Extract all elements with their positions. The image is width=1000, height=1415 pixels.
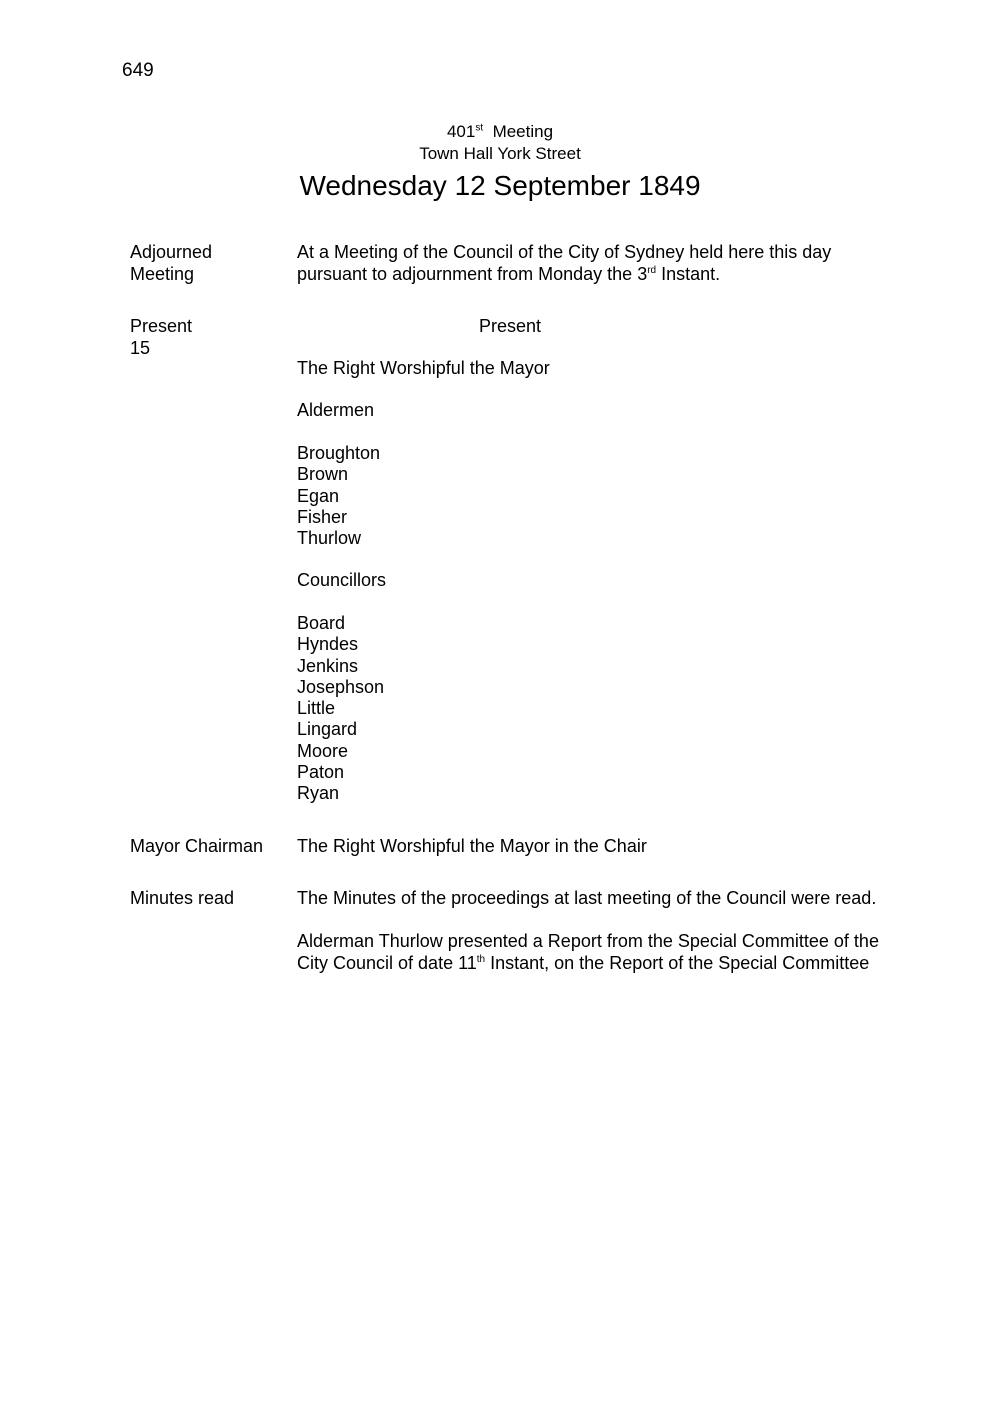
councillor-name: Lingard [297, 719, 358, 740]
text-fragment: City Council of date 11 [297, 952, 477, 973]
margin-note-line: Present [130, 316, 193, 336]
meeting-header [0, 121, 1000, 203]
report-paragraph [297, 931, 917, 974]
aldermen-list [297, 443, 380, 549]
alderman-name: Fisher [297, 506, 348, 527]
councillor-name: Moore [297, 740, 349, 761]
councillor-name: Board [297, 613, 346, 633]
councillors-heading: Councillors [297, 570, 387, 590]
meeting-date-title: Wednesday 12 September 1849 [299, 170, 701, 201]
present-count: 15 [130, 337, 151, 358]
margin-note-line: Meeting [130, 263, 195, 284]
paragraph-line [297, 953, 917, 975]
councillor-name: Josephson [297, 676, 385, 697]
paragraph-line: Alderman Thurlow presented a Report from the Special Committee of the [297, 931, 879, 951]
mayor-line: The Right Worshipful the Mayor [297, 358, 550, 378]
meeting-number-suffix: st [475, 122, 484, 134]
page-number: 649 [122, 60, 154, 81]
margin-note-adjourned [130, 242, 290, 285]
meeting-location: Town Hall York Street [419, 144, 581, 163]
councillor-name: Little [297, 698, 336, 719]
minutes-paragraph: The Minutes of the proceedings at last meeting of the Council were read. [297, 888, 877, 908]
margin-note-minutes: Minutes read [130, 888, 235, 908]
aldermen-heading: Aldermen [297, 400, 375, 420]
alderman-name: Brown [297, 464, 349, 485]
alderman-name: Egan [297, 485, 340, 506]
councillor-name: Hyndes [297, 634, 359, 655]
text-fragment: Instant. [656, 263, 721, 284]
ordinal-suffix: th [476, 953, 486, 965]
present-heading: Present [478, 316, 542, 336]
text-fragment: pursuant to adjournment from Monday the 3 [297, 263, 648, 284]
paragraph-line [297, 264, 917, 286]
margin-note-present [130, 316, 290, 359]
margin-note-line: Adjourned [130, 242, 213, 262]
alderman-name: Thurlow [297, 528, 362, 549]
meeting-word: Meeting [492, 122, 554, 141]
ordinal-suffix: rd [647, 264, 657, 276]
paragraph-line: At a Meeting of the Council of the City of Sydney held here this day [297, 242, 832, 262]
councillor-name: Paton [297, 762, 345, 783]
meeting-number: 401 [446, 122, 476, 141]
adjourned-paragraph [297, 242, 917, 285]
councillor-name: Jenkins [297, 655, 359, 676]
councillor-name: Ryan [297, 783, 340, 804]
chairman-paragraph: The Right Worshipful the Mayor in the Chair [297, 836, 647, 856]
margin-note-chairman: Mayor Chairman [130, 836, 264, 856]
text-fragment: Instant, on the Report of the Special Committee [485, 952, 870, 973]
alderman-name: Broughton [297, 443, 381, 463]
councillors-list [297, 613, 384, 805]
meeting-number-line [0, 121, 1000, 143]
